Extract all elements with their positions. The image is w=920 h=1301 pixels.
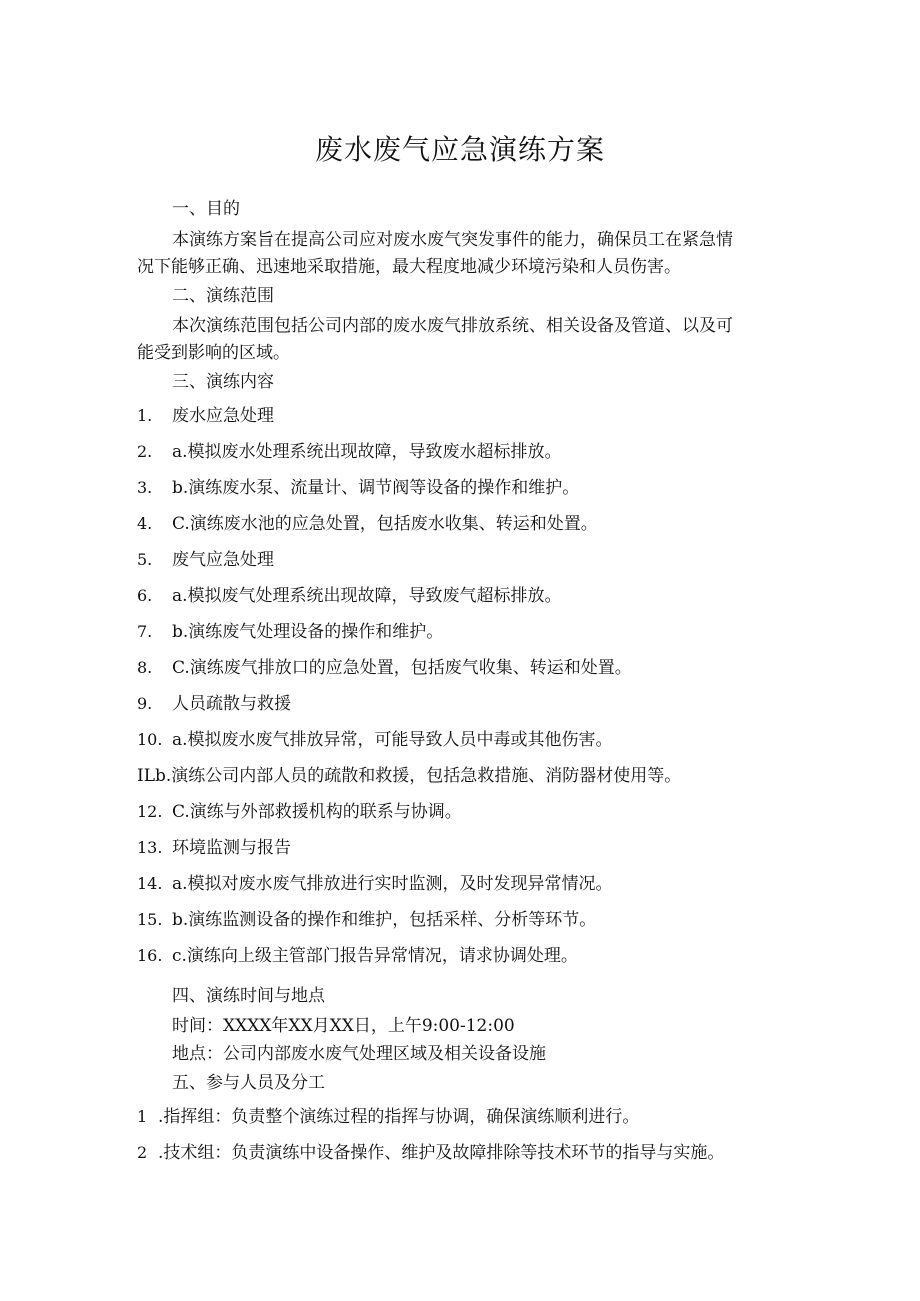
list-item: a.模拟废水废气排放异常，可能导致人员中毒或其他伤害。 xyxy=(172,730,613,750)
list-item: b.演练废气处理设备的操作和维护。 xyxy=(172,622,444,642)
staff-item-number: 2 xyxy=(137,1143,148,1162)
section-heading-purpose: 一、目的 xyxy=(172,199,240,219)
paragraph-purpose-line1: 本演练方案旨在提高公司应对废水废气突发事件的能力，确保员工在紧急情 xyxy=(172,230,733,250)
section-heading-content: 三、演练内容 xyxy=(172,372,274,392)
time-line: 时间：XXXX年XX月XX日，上午9:00-12:00 xyxy=(172,1016,515,1036)
section-heading-time-place: 四、演练时间与地点 xyxy=(172,986,325,1006)
list-item: 废水应急处理 xyxy=(172,406,274,426)
list-item: c.演练向上级主管部门报告异常情况，请求协调处理。 xyxy=(172,946,578,966)
list-item-number: 16. xyxy=(137,946,163,965)
list-item-number: 12. xyxy=(137,802,163,821)
list-item-number: 5. xyxy=(137,550,153,569)
list-item-number: 9. xyxy=(137,694,153,713)
place-line: 地点：公司内部废水废气处理区域及相关设备设施 xyxy=(172,1044,546,1064)
list-item: b.演练监测设备的操作和维护，包括采样、分析等环节。 xyxy=(172,910,597,930)
list-item: C.演练与外部救援机构的联系与协调。 xyxy=(172,802,462,822)
staff-item-number: 1 xyxy=(137,1107,148,1126)
list-item-number: 15. xyxy=(137,910,163,929)
list-item-number: 1. xyxy=(137,406,153,425)
list-item-number: 10. xyxy=(137,730,163,749)
list-item: a.模拟废气处理系统出现故障，导致废气超标排放。 xyxy=(172,586,562,606)
paragraph-scope-line1: 本次演练范围包括公司内部的废水废气排放系统、相关设备及管道、以及可 xyxy=(172,316,733,336)
list-item-number: 7. xyxy=(137,622,153,641)
list-item: 废气应急处理 xyxy=(172,550,274,570)
list-item: ILb.演练公司内部人员的疏散和救援，包括急救措施、消防器材使用等。 xyxy=(137,766,682,786)
staff-item: .指挥组：负责整个演练过程的指挥与协调，确保演练顺利进行。 xyxy=(158,1107,640,1127)
list-item-number: 6. xyxy=(137,586,153,605)
list-item-number: 8. xyxy=(137,658,153,677)
list-item-number: 2. xyxy=(137,442,153,461)
list-item-number: 4. xyxy=(137,514,153,533)
paragraph-scope-line2: 能受到影响的区域。 xyxy=(137,343,290,363)
list-item-number: 3. xyxy=(137,478,153,497)
section-heading-scope: 二、演练范围 xyxy=(172,286,274,306)
staff-item: .技术组：负责演练中设备操作、维护及故障排除等技术环节的指导与实施。 xyxy=(158,1143,725,1163)
paragraph-purpose-line2: 况下能够正确、迅速地采取措施，最大程度地减少环境污染和人员伤害。 xyxy=(137,257,681,277)
list-item-number: 13. xyxy=(137,838,163,857)
list-item: C.演练废水池的应急处置，包括废水收集、转运和处置。 xyxy=(172,514,598,534)
list-item-number: 14. xyxy=(137,874,163,893)
document-title: 废水废气应急演练方案 xyxy=(314,133,605,166)
list-item: 人员疏散与救援 xyxy=(172,694,291,714)
list-item: a.模拟废水处理系统出现故障，导致废水超标排放。 xyxy=(172,442,562,462)
section-heading-staff: 五、参与人员及分工 xyxy=(172,1073,325,1093)
list-item: a.模拟对废水废气排放进行实时监测，及时发现异常情况。 xyxy=(172,874,613,894)
list-item: 环境监测与报告 xyxy=(172,838,291,858)
list-item: C.演练废气排放口的应急处置，包括废气收集、转运和处置。 xyxy=(172,658,632,678)
list-item: b.演练废水泵、流量计、调节阀等设备的操作和维护。 xyxy=(172,478,580,498)
